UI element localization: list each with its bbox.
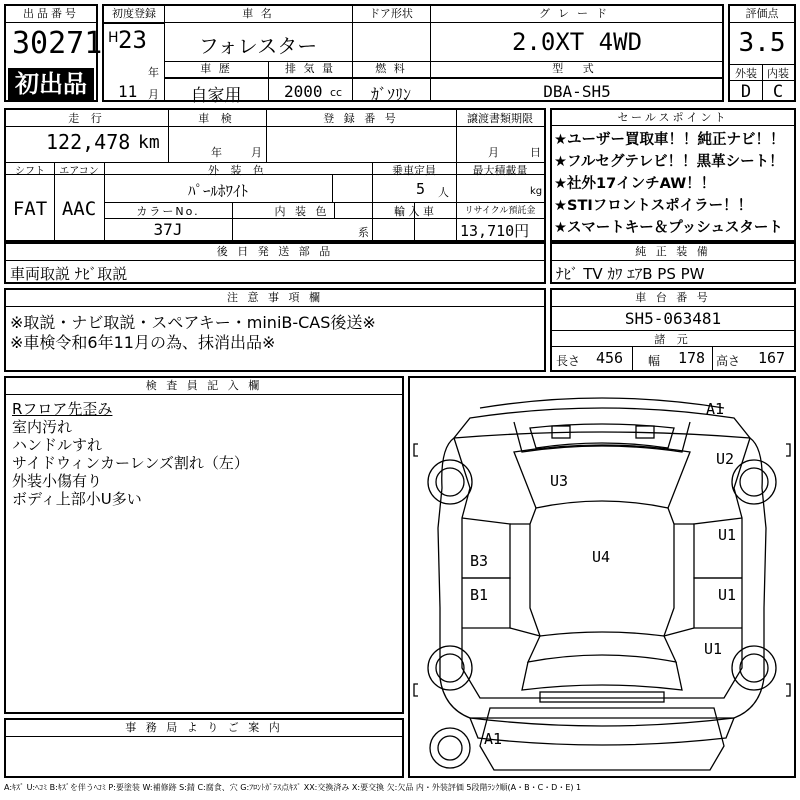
history-value: 自家用	[190, 86, 242, 106]
shift-label: シフト	[15, 166, 45, 177]
door-label: ドア形状	[352, 6, 430, 23]
load-label: 最大積載量	[472, 164, 528, 177]
damage-mark: A1	[706, 400, 725, 418]
equipment-title: 純 正 装 備	[552, 244, 794, 261]
sales-line: ★社外17インチAW！！	[554, 176, 716, 192]
kg-unit: kg	[530, 186, 543, 197]
era: H	[108, 30, 119, 46]
damage-mark: U3	[550, 472, 569, 490]
inspector-line: Rフロア先歪み	[12, 400, 113, 418]
recycle-label: リサイクル預託金	[464, 206, 536, 216]
color-no-label: カラーNo.	[136, 205, 200, 218]
notes-line: ※車検令和6年11月の為、抹消出品※	[10, 333, 276, 352]
chassis-title: 車 台 番 号	[552, 290, 794, 307]
damage-mark: B1	[470, 586, 489, 604]
inspector-line: 外装小傷有り	[12, 472, 103, 490]
inspector-line: サイドウィンカーレンズ割れ（左）	[12, 454, 249, 472]
inspection-label: 車 検	[198, 112, 236, 125]
model-label: 車 名	[164, 6, 352, 23]
displacement-value: 2000	[284, 82, 323, 101]
cc-unit: cc	[330, 86, 343, 99]
first-reg-label: 初度登録	[104, 6, 164, 23]
fuel-label: 燃 料	[352, 61, 430, 78]
dims-title: 諸 元	[654, 333, 692, 346]
mileage-value: 122,478	[46, 130, 131, 154]
exterior-label: 外装	[735, 67, 757, 80]
interior-score: C	[772, 82, 784, 102]
inspector-line: 室内汚れ	[12, 418, 73, 436]
transfer-label: 譲渡書類期限	[467, 112, 533, 125]
inspection-month-unit: 月	[251, 146, 262, 159]
kei-unit: 系	[358, 226, 369, 239]
details-box	[4, 108, 546, 242]
month-unit: 月	[148, 88, 159, 101]
sales-line: ★STIフロントスポイラー！！	[554, 198, 753, 214]
reg-year: 23	[118, 26, 147, 54]
sales-title: セールスポイント	[552, 110, 794, 126]
displacement-label: 排 気 量	[268, 61, 352, 78]
legend-text: A:ｷｽﾞ U:ﾍｺﾐ B:ｷｽﾞを伴うﾍｺﾐ P:要塗装 W:補修跡 S:錆 C:腐食、穴 G:ﾌﾛﾝﾄｶﾞﾗｽ点ｷｽﾞ XX:交換済み X:要交換 欠:欠品 内・外装評価 5段階ﾗﾝｸ順(A・B・C・D・E) 1	[4, 783, 582, 792]
grade-label: グレード	[430, 6, 724, 23]
fuel-value: ｶﾞｿﾘﾝ	[370, 85, 411, 104]
color-label: 外 装 色	[208, 164, 268, 177]
year-unit: 年	[148, 66, 159, 79]
later-parts-text: 車両取説 ﾅﾋﾞ取説	[10, 265, 128, 283]
later-parts-box	[4, 242, 546, 284]
car-diagram	[410, 378, 794, 776]
notes-title: 注 意 事 項 欄	[6, 290, 544, 307]
exterior-score: D	[740, 82, 752, 102]
width-value: 178	[678, 349, 706, 367]
equipment-box	[550, 242, 796, 284]
history-label: 車 歴	[164, 61, 268, 78]
grade-value: 2.0XT 4WD	[511, 28, 643, 56]
score-value: 3.5	[738, 28, 786, 58]
office-title: 事 務 局 よ り ご 案 内	[6, 720, 402, 737]
reg-month: 11	[118, 82, 138, 101]
color-value: ﾊﾟｰﾙﾎﾜｲﾄ	[187, 182, 248, 200]
inspector-line: ハンドルすれ	[12, 436, 103, 454]
type-label: 型 式	[430, 61, 724, 78]
damage-mark: U1	[704, 640, 723, 658]
damage-mark: U1	[718, 526, 737, 544]
inspector-title: 検 査 員 記 入 欄	[6, 378, 402, 395]
capacity-value: 5	[416, 180, 426, 198]
ac-label: エアコン	[59, 166, 99, 177]
car-diagram-box	[408, 376, 796, 778]
damage-mark: U4	[592, 548, 611, 566]
damage-mark: U1	[718, 586, 737, 604]
lot-label: 出品番号	[6, 6, 96, 23]
ac-value: AAC	[61, 198, 97, 220]
lot-box	[4, 4, 103, 102]
notes-line: ※取説・ナビ取説・スペアキー・miniB-CAS後送※	[10, 313, 376, 332]
mileage-label: 走 行	[68, 112, 106, 125]
first-listing-badge: 初出品	[8, 68, 94, 100]
plate-label: 登 録 番 号	[323, 112, 399, 125]
sales-line: ★スマートキー＆プッシュスタート	[554, 220, 783, 236]
damage-mark: A1	[484, 730, 503, 748]
chassis-box	[550, 288, 796, 372]
height-value: 167	[758, 349, 786, 367]
interior-label: 内装	[767, 67, 789, 80]
recycle-value: 13,710円	[460, 222, 530, 240]
length-value: 456	[596, 349, 624, 367]
inspection-year-unit: 年	[211, 146, 222, 159]
inspector-line: ボディ上部小U多い	[12, 490, 142, 508]
transfer-month-unit: 月	[488, 146, 499, 159]
score-box	[728, 4, 796, 102]
score-label: 評価点	[730, 6, 794, 23]
vehicle-info-box	[102, 4, 724, 106]
person-unit: 人	[438, 186, 449, 199]
lot-number: 30271	[12, 26, 103, 61]
sales-line: ★ユーザー買取車！！純正ナビ！！	[554, 132, 785, 148]
inspector-box	[4, 376, 404, 714]
type-value: DBA-SH5	[543, 82, 611, 101]
import-label: 輸 入 車	[394, 205, 434, 218]
length-label: 長さ	[556, 354, 581, 368]
sales-line: ★フルセグテレビ！！黒革シート！	[554, 154, 784, 170]
damage-mark: U2	[716, 450, 735, 468]
color-no-value: 37J	[153, 220, 183, 239]
model-name: フォレスター	[198, 34, 318, 58]
later-parts-title: 後 日 発 送 部 品	[6, 244, 544, 261]
sales-points-box	[550, 108, 796, 242]
shift-value: FAT	[12, 198, 48, 220]
interior-color-label: 内 装 色	[274, 205, 330, 218]
chassis-number: SH5-063481	[624, 309, 722, 328]
office-box	[4, 718, 404, 778]
width-label: 幅	[648, 354, 661, 368]
transfer-day-unit: 日	[530, 146, 541, 159]
damage-mark: B3	[470, 552, 489, 570]
km-unit: km	[138, 132, 160, 153]
height-label: 高さ	[716, 354, 741, 368]
equipment-text: ﾅﾋﾞ TV ｶﾜ ｴｱB PS PW	[556, 265, 705, 283]
capacity-label: 乗車定員	[392, 164, 436, 177]
notes-box	[4, 288, 546, 372]
